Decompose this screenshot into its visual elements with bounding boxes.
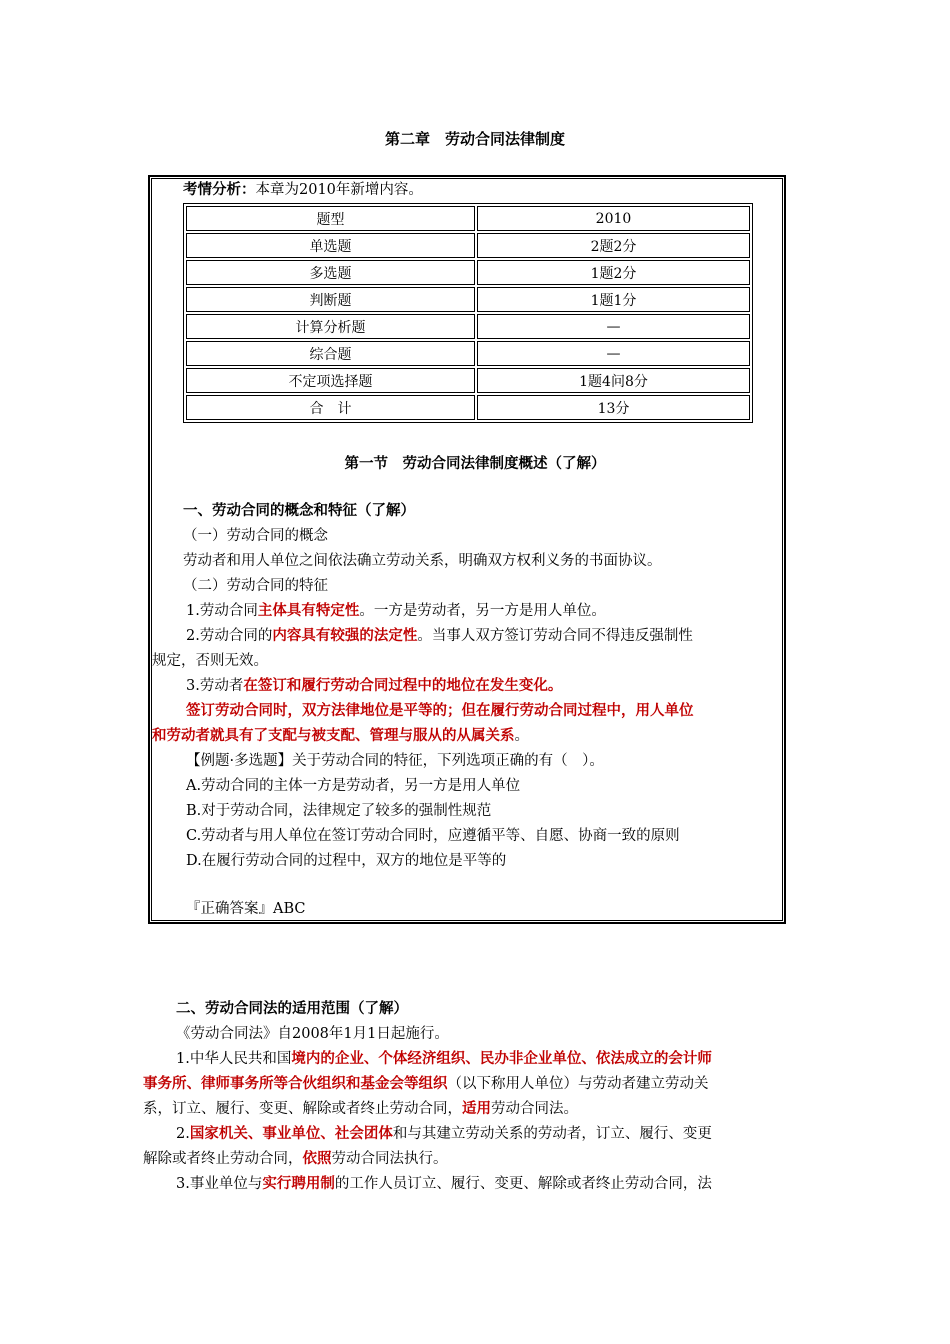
- feature-1: [186, 601, 606, 621]
- cell-score: 2题2分: [477, 233, 750, 258]
- highlight: 在签订和履行劳动合同过程中的地位在发生变化: [243, 678, 548, 694]
- highlight: 。: [547, 678, 563, 694]
- chapter-title: 第二章 劳动合同法律制度: [384, 130, 565, 148]
- text: 2.: [176, 1126, 190, 1142]
- text: 。: [514, 728, 529, 744]
- cell-type: 不定项选择题: [186, 368, 475, 393]
- table-row: [186, 368, 750, 393]
- header-type: 题型: [186, 206, 475, 231]
- highlight: 主体具有特定性: [257, 603, 360, 619]
- cell-type: 单选题: [186, 233, 475, 258]
- scope-2-cont: [143, 1149, 448, 1169]
- analysis-line: [183, 180, 423, 200]
- feature-2-cont: 规定，否则无效。: [152, 653, 268, 669]
- highlight: 境内的企业、个体经济组织、民办非企业单位、依法成立的会计师: [291, 1051, 712, 1067]
- cell-type: 多选题: [186, 260, 475, 285]
- table-row: [186, 314, 750, 339]
- table-header-row: [186, 206, 750, 231]
- highlight: 实行聘用制: [262, 1176, 335, 1192]
- text: 3.劳动者: [186, 678, 244, 694]
- sub-heading-features: （二）劳动合同的特征: [183, 578, 328, 594]
- heading-2: 二、劳动合同法的适用范围（了解）: [176, 1001, 408, 1017]
- cell-type: 判断题: [186, 287, 475, 312]
- text: 2.劳动合同的: [186, 628, 273, 644]
- scope-2: [176, 1124, 712, 1144]
- table-row: [186, 233, 750, 258]
- analysis-label: 考情分析：: [183, 182, 256, 198]
- highlight: 事务所、律师事务所等合伙组织和基金会等组织: [143, 1076, 448, 1092]
- cell-type: 计算分析题: [186, 314, 475, 339]
- cell-score: 13分: [477, 395, 750, 420]
- definition-text: 劳动者和用人单位之间依法确立劳动关系，明确双方权利义务的书面协议。: [183, 553, 662, 569]
- law-effective-date: 《劳动合同法》自2008年1月1日起施行。: [176, 1026, 449, 1042]
- cell-score: —: [477, 341, 750, 366]
- text: 。一方是劳动者，另一方是用人单位。: [359, 603, 606, 619]
- cell-score: —: [477, 314, 750, 339]
- option-d: D.在履行劳动合同的过程中，双方的地位是平等的: [186, 853, 507, 869]
- cell-score: 1题4问8分: [477, 368, 750, 393]
- heading-1: 一、劳动合同的概念和特征（了解）: [183, 503, 415, 519]
- text: 劳动合同法。: [491, 1101, 578, 1117]
- option-c: C.劳动者与用人单位在签订劳动合同时，应遵循平等、自愿、协商一致的原则: [186, 828, 680, 844]
- text: 1.中华人民共和国: [176, 1051, 292, 1067]
- feature-3-explain: 签订劳动合同时，双方法律地位是平等的；但在履行劳动合同过程中，用人单位: [186, 703, 694, 719]
- text: （以下称用人单位）与劳动者建立劳动关: [447, 1076, 709, 1092]
- feature-2: [186, 626, 693, 646]
- analysis-text: 本章为2010年新增内容。: [255, 182, 423, 198]
- cell-type: 合 计: [186, 395, 475, 420]
- scope-1-cont: [143, 1074, 709, 1094]
- scope-3: [176, 1174, 712, 1194]
- highlight: 和劳动者就具有了支配与被支配、管理与服从的从属关系: [152, 728, 515, 744]
- highlight: 内容具有较强的法定性: [272, 628, 418, 644]
- highlight: 适用: [462, 1101, 491, 1117]
- text: 和与其建立劳动关系的劳动者，订立、履行、变更: [392, 1126, 712, 1142]
- text: 系，订立、履行、变更、解除或者终止劳动合同，: [143, 1101, 462, 1117]
- table-row: [186, 395, 750, 420]
- feature-3-explain-cont: [152, 726, 529, 746]
- scope-1: [176, 1049, 712, 1069]
- highlight: 依照: [302, 1151, 332, 1167]
- header-year: 2010: [477, 206, 750, 231]
- highlight: 国家机关、事业单位、社会团体: [189, 1126, 393, 1142]
- cell-type: 综合题: [186, 341, 475, 366]
- cell-score: 1题2分: [477, 260, 750, 285]
- text: 解除或者终止劳动合同，: [143, 1151, 303, 1167]
- text: 3.事业单位与: [176, 1176, 263, 1192]
- sub-heading-concept: （一）劳动合同的概念: [183, 528, 328, 544]
- text: 。当事人双方签订劳动合同不得违反强制性: [417, 628, 693, 644]
- feature-3: [186, 676, 562, 696]
- score-table: [183, 203, 753, 423]
- section-title: 第一节 劳动合同法律制度概述（了解）: [344, 456, 606, 472]
- table-row: [186, 260, 750, 285]
- table-row: [186, 341, 750, 366]
- scope-1-cont2: [143, 1099, 578, 1119]
- table-row: [186, 287, 750, 312]
- option-a: A.劳动合同的主体一方是劳动者，另一方是用人单位: [186, 778, 521, 794]
- example-question: 【例题·多选题】关于劳动合同的特征，下列选项正确的有（ ）。: [186, 753, 604, 769]
- text: 的工作人员订立、履行、变更、解除或者终止劳动合同，法: [334, 1176, 712, 1192]
- correct-answer: 『正确答案』ABC: [186, 901, 306, 917]
- option-b: B.对于劳动合同，法律规定了较多的强制性规范: [186, 803, 492, 819]
- cell-score: 1题1分: [477, 287, 750, 312]
- text: 劳动合同法执行。: [331, 1151, 448, 1167]
- text: 1.劳动合同: [186, 603, 258, 619]
